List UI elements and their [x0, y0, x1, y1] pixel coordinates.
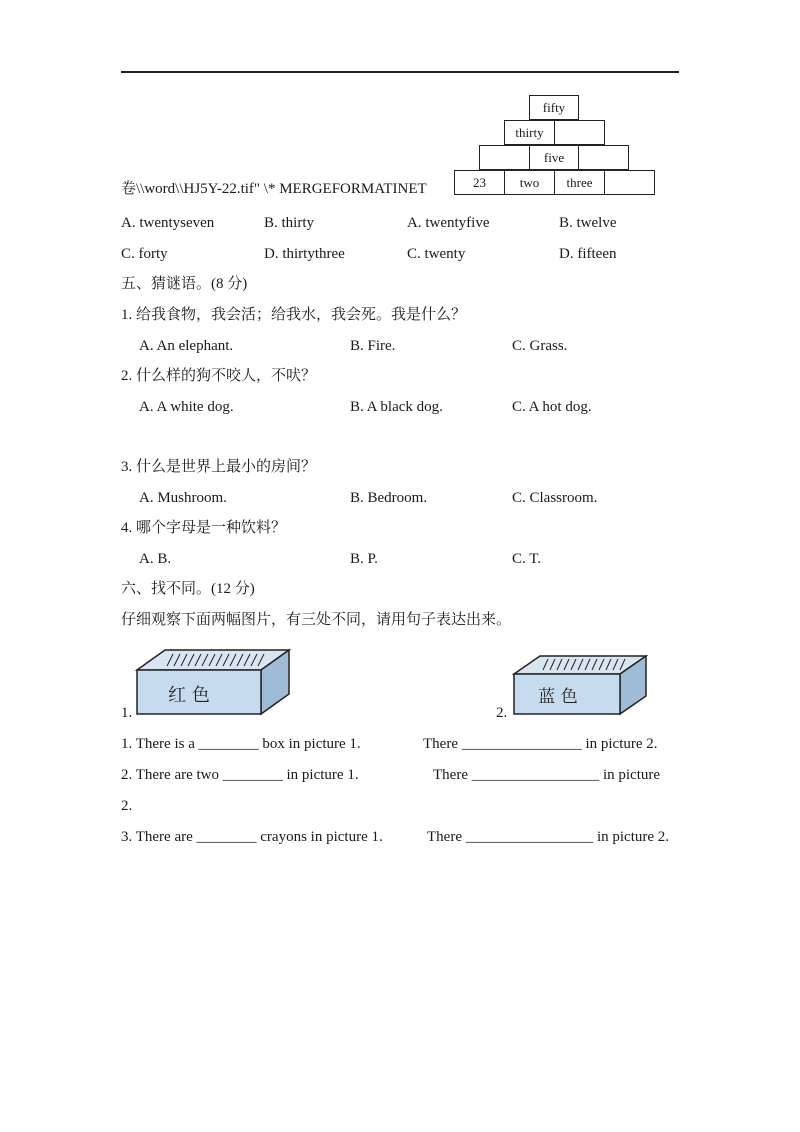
pyramid-cell	[479, 145, 530, 170]
answer-option: A. A white dog.	[139, 399, 234, 415]
fill-line-left: 2. There are two ________ in picture 1.	[121, 767, 359, 783]
picture-1-text: 红 色	[168, 685, 210, 706]
mc-option: D. thirtythree	[264, 246, 345, 262]
answer-option: C. A hot dog.	[512, 399, 592, 415]
fill-line-left: 3. There are ________ crayons in picture 1.	[121, 829, 383, 845]
section-heading: 五、猜谜语。(8 分)	[121, 276, 248, 292]
pyramid-cell	[578, 145, 629, 170]
section-instruction: 仔细观察下面两幅图片，有三处不同，请用句子表达出来。	[121, 612, 512, 628]
answer-option: C. Grass.	[512, 338, 568, 354]
fill-line-left: 2.	[121, 798, 133, 814]
fill-line-left: 1. There is a ________ box in picture 1.	[121, 736, 361, 752]
picture-label: 2.	[496, 705, 508, 721]
pyramid-cell: thirty	[504, 120, 555, 145]
picture-label: 1.	[121, 705, 133, 721]
mc-option: A. twentyfive	[407, 215, 490, 231]
pyramid-cell: 23	[454, 170, 505, 195]
crayon-box-picture-2	[510, 652, 650, 718]
crayon-box-picture-1	[133, 646, 293, 718]
mc-option: C. twenty	[407, 246, 466, 262]
answer-option: B. P.	[350, 551, 378, 567]
pyramid-cell	[604, 170, 655, 195]
answer-option: C. Classroom.	[512, 490, 598, 506]
pyramid-cell: fifty	[529, 95, 579, 120]
picture-2-text: 蓝 色	[538, 687, 578, 707]
answer-option: B. Bedroom.	[350, 490, 428, 506]
section-heading: 六、找不同。(12 分)	[121, 581, 255, 597]
question-text: 2. 什么样的狗不咬人，不吠？	[121, 368, 317, 384]
answer-option: C. T.	[512, 551, 542, 567]
fill-line-right: There _________________ in picture 2.	[427, 829, 670, 845]
header-rule	[121, 71, 679, 73]
answer-option: B. A black dog.	[350, 399, 443, 415]
pyramid-cell: three	[554, 170, 605, 195]
pyramid-cell: five	[529, 145, 579, 170]
mc-option: A. twentyseven	[121, 215, 215, 231]
mc-option: B. thirty	[264, 215, 315, 231]
answer-option: A. An elephant.	[139, 338, 234, 354]
answer-option: B. Fire.	[350, 338, 396, 354]
fill-line-right: There _________________ in picture	[433, 767, 661, 783]
answer-option: A. B.	[139, 551, 172, 567]
pyramid-cell: two	[504, 170, 555, 195]
fill-line-right: There ________________ in picture 2.	[423, 736, 658, 752]
pyramid-cell	[554, 120, 605, 145]
mc-option: C. forty	[121, 246, 168, 262]
question-text: 3. 什么是世界上最小的房间？	[121, 459, 317, 475]
question-text: 4. 哪个字母是一种饮料？	[121, 520, 287, 536]
answer-option: A. Mushroom.	[139, 490, 227, 506]
question-text: 1. 给我食物，我会活；给我水，我会死。我是什么？	[121, 307, 467, 323]
mc-option: D. fifteen	[559, 246, 617, 262]
field-code-text: 卷\\word\\HJ5Y-22.tif" \* MERGEFORMATINET	[121, 181, 427, 197]
mc-option: B. twelve	[559, 215, 617, 231]
